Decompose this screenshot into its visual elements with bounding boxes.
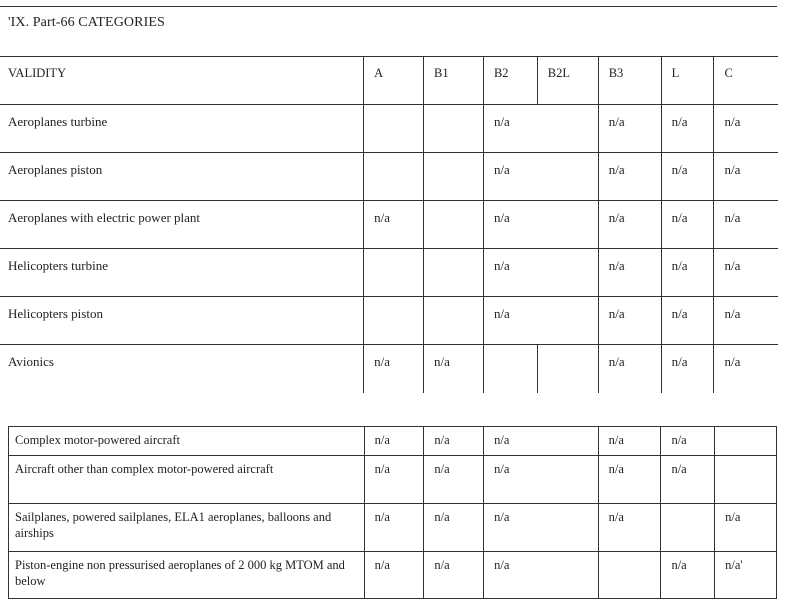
cell-b1: n/a	[424, 552, 484, 599]
cell-l: n/a	[661, 249, 714, 297]
cell-b2: n/a	[484, 456, 542, 504]
cell-b2l	[541, 504, 598, 552]
table-row	[9, 456, 777, 504]
cell-a: n/a	[364, 504, 424, 552]
row-label: Sailplanes, powered sailplanes, ELA1 aeroplanes, balloons and airships	[9, 504, 365, 552]
cell-b2l	[541, 456, 598, 504]
cell-l: n/a	[661, 201, 714, 249]
cell-a: n/a	[364, 552, 424, 599]
cell-a	[364, 105, 424, 153]
cell-l: n/a	[661, 427, 715, 456]
cell-b2: n/a	[483, 153, 537, 201]
table-row	[0, 297, 778, 345]
cell-c	[715, 456, 777, 504]
cell-b3: n/a	[598, 249, 661, 297]
header-a: A	[364, 57, 424, 105]
cell-b3: n/a	[598, 153, 661, 201]
cell-c	[715, 427, 777, 456]
cell-c: n/a	[714, 249, 778, 297]
cell-b2	[483, 345, 537, 393]
table-row	[0, 249, 778, 297]
table-row	[0, 201, 778, 249]
cell-b3: n/a	[598, 427, 661, 456]
cell-b1	[424, 105, 484, 153]
cell-c: n/a	[715, 504, 777, 552]
cell-b3: n/a	[598, 201, 661, 249]
cell-a: n/a	[364, 427, 424, 456]
cell-a	[364, 153, 424, 201]
cell-b3: n/a	[598, 297, 661, 345]
header-b2: B2	[483, 57, 537, 105]
table-row	[0, 153, 778, 201]
header-row	[0, 57, 778, 105]
cell-c: n/a	[714, 201, 778, 249]
cell-l: n/a	[661, 105, 714, 153]
cell-b3: n/a	[598, 456, 661, 504]
cell-b2l	[537, 345, 598, 393]
cell-c: n/a	[714, 153, 778, 201]
header-l: L	[661, 57, 714, 105]
row-label: Avionics	[0, 345, 364, 393]
cell-b2l	[541, 427, 598, 456]
cell-b1	[424, 153, 484, 201]
cell-b2: n/a	[483, 105, 537, 153]
cell-c: n/a	[714, 105, 778, 153]
cell-b2l	[537, 297, 598, 345]
cell-b3: n/a	[598, 504, 661, 552]
validity-table	[0, 56, 778, 393]
table-row	[9, 552, 777, 599]
cell-l: n/a	[661, 552, 715, 599]
cell-a: n/a	[364, 345, 424, 393]
cell-c: n/a	[714, 297, 778, 345]
cell-l: n/a	[661, 153, 714, 201]
cell-b2: n/a	[484, 552, 542, 599]
row-label: Piston-engine non pressurised aeroplanes of 2 000 kg MTOM and below	[9, 552, 365, 599]
cell-b2: n/a	[483, 201, 537, 249]
cell-a: n/a	[364, 456, 424, 504]
cell-l	[661, 504, 715, 552]
cell-a	[364, 297, 424, 345]
row-label: Aeroplanes with electric power plant	[0, 201, 364, 249]
aircraft-table	[8, 426, 777, 599]
cell-c: n/a'	[715, 552, 777, 599]
cell-b1	[424, 201, 484, 249]
cell-b1	[424, 249, 484, 297]
cell-c: n/a	[714, 345, 778, 393]
cell-b2l	[537, 153, 598, 201]
row-label: Aeroplanes piston	[0, 153, 364, 201]
table-row	[9, 504, 777, 552]
row-label: Aircraft other than complex motor-powered aircraft	[9, 456, 365, 504]
cell-b3: n/a	[598, 105, 661, 153]
header-b3: B3	[598, 57, 661, 105]
row-label: Complex motor-powered aircraft	[9, 427, 365, 456]
cell-b1: n/a	[424, 456, 484, 504]
cell-l: n/a	[661, 345, 714, 393]
cell-b2l	[541, 552, 598, 599]
row-label: Helicopters piston	[0, 297, 364, 345]
cell-b2: n/a	[484, 504, 542, 552]
cell-b2: n/a	[483, 249, 537, 297]
header-b1: B1	[424, 57, 484, 105]
cell-b2l	[537, 201, 598, 249]
cell-b1	[424, 297, 484, 345]
row-label: Helicopters turbine	[0, 249, 364, 297]
cell-b3: n/a	[598, 345, 661, 393]
top-rule	[0, 6, 777, 7]
table-row	[0, 345, 778, 393]
table-row	[0, 105, 778, 153]
header-validity: VALIDITY	[0, 57, 364, 105]
header-c: C	[714, 57, 778, 105]
cell-b2: n/a	[483, 297, 537, 345]
table-row	[9, 427, 777, 456]
cell-a	[364, 249, 424, 297]
cell-a: n/a	[364, 201, 424, 249]
cell-b2l	[537, 105, 598, 153]
cell-b1: n/a	[424, 504, 484, 552]
cell-b2: n/a	[484, 427, 542, 456]
cell-b3	[598, 552, 661, 599]
row-label: Aeroplanes turbine	[0, 105, 364, 153]
cell-b1: n/a	[424, 427, 484, 456]
cell-b1: n/a	[424, 345, 484, 393]
cell-l: n/a	[661, 456, 715, 504]
cell-b2l	[537, 249, 598, 297]
header-b2l: B2L	[537, 57, 598, 105]
page-title: 'IX. Part-66 CATEGORIES	[8, 15, 165, 30]
cell-l: n/a	[661, 297, 714, 345]
